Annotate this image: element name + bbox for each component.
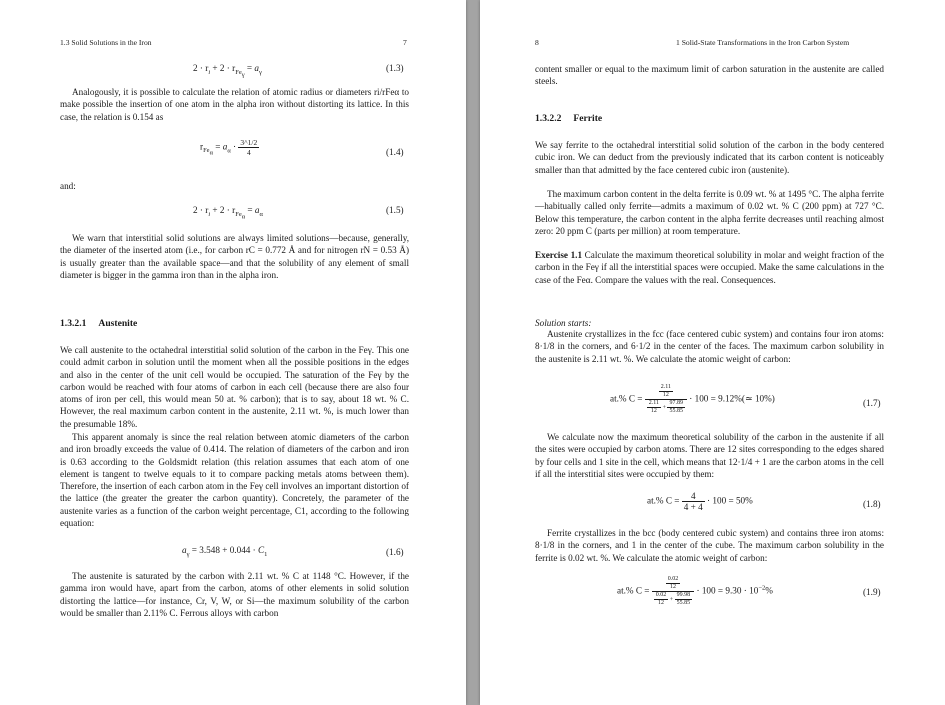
paragraph-warning: We warn that interstitial solid solutions are always limited solutions—because, generally, the diameter of the inserted atom (i.e., for carbon rC = 0.772 Å and for nitrogen rN = 0.53 Å) is usually greater than the available space—and that the solubility of any element of small diameter is bigger in the gamma iron than in the alpha iron. [60,233,409,280]
equation-number-1-8: (1.8) [863,499,881,509]
solution-label: Solution starts: [535,318,592,328]
equation-1-8-denominator: 4 + 4 [683,502,703,512]
equation-number-1-4: (1.4) [386,147,404,157]
section-heading-austenite [60,318,137,329]
equation-1-4: $r_{Fe_\alpha} = a_\alpha$ · $\frac{3\^{}1/2}{4}$ [200,138,258,157]
equation-number-1-3: (1.3) [386,63,404,73]
equation-1-7: at.% C = $\frac{2.11}{12}$ $\frac{2.11}{12}$ + $\frac{97.89}{55.85}$ · 100 = 9.12%(≃ 10%) [610,384,775,414]
carbon-mass: 12 [669,584,676,590]
equation-1-7-result: · 100 = 9.12%(≃ 10%) [689,393,775,404]
exercise-1-1 [535,249,884,286]
section-number: 1.3.2.2 [535,113,562,124]
paragraph-austenite-1: We call austenite to the octahedral interstitial solid solution of the carbon in the Feγ. This one could admit carbon in solution until the moment when all the possible positions in the edges and also in the center of the unit cell would be occupied. The saturation of the Feγ by the carbon would be reached with four atoms of carbon in each cell (because there are also four atoms of iron per cell, this would mean 50 at. % carbon); that is to say, about 18 wt. % C. However, the real maximum carbon content in the austenite, 2.11 wt. %, is much lower than the presumable 18%. [60,345,409,429]
equation-1-5: $2 \cdot r_i + 2 \cdot r_{Fe_\alpha} = a_\alpha$ [193,205,263,221]
section-title: Austenite [98,318,138,329]
section-number: 1.3.2.1 [60,318,87,329]
page-number-left: 7 [403,38,407,47]
carbon-weight: 0.02 [667,576,679,582]
paragraph-continued: content smaller or equal to the maximum limit of carbon saturation in the austenite are called steels. [535,64,884,87]
equation-1-9-unit: % [765,585,773,596]
equation-number-1-5: (1.5) [386,205,404,215]
carbon-mass-denominator: 12 [650,408,657,414]
equation-number-1-6: (1.6) [386,547,404,557]
section-title: Ferrite [573,113,603,124]
carbon-weight-denominator: 2.11 [648,400,660,406]
page-number-right: 8 [535,38,539,47]
equation-1-6-coefficient: 0.044 [229,545,251,555]
equation-1-9-exponent: −2 [758,584,766,592]
running-header-left: 1.3 Solid Solutions in the Iron [60,38,152,47]
iron-weight: 99.98 [676,592,691,598]
and-label: and: [60,181,76,191]
section-heading-ferrite [535,113,602,124]
equation-1-6: $a_\gamma = 3.548 + 0.044 \cdot C_1$ [182,545,268,558]
paragraph-ferrite-2: The maximum carbon content in the delta ferrite is 0.09 wt. % at 1495 °C. The alpha ferrite—habitually called only ferrite—admits a maximum of 0.02 wt. % C (200 ppm) at 727 °C. Below this temperature, the carbon content in the alpha ferrite decreases until reaching almost zero: 20 ppm C (parts per million) at room temperature. [535,189,884,236]
equation-1-6-constant: 3.548 [199,545,220,555]
equation-number-1-7: (1.7) [863,398,881,408]
equation-number-1-9: (1.9) [863,587,881,597]
carbon-mass-denominator: 12 [658,600,665,606]
iron-mass: 55.85 [676,600,691,606]
iron-mass: 55.85 [669,408,683,414]
equation-1-9: at.% C = $\frac{0.02}{12}$ $\frac{0.02}{12}$ + $\frac{99.98}{55.85}$ · $100 = 9.30 \cdot 10^{-2}\%$ [617,576,773,606]
running-header-right: 1 Solid-State Transformations in the Iron Carbon System [676,38,850,47]
equation-1-8-numerator: 4 [682,491,705,502]
equation-1-9-lhs: at.% C = [617,585,650,596]
equation-1-3: $2 \cdot r_i + 2 \cdot r_{Fe_\gamma} = a_\gamma$ [193,63,262,79]
equation-1-4-denominator: 4 [246,148,251,157]
paragraph-ferrite-1: We say ferrite to the octahedral interstitial solid solution of the carbon in the body centered cubic iron. We can deduct from the previously indicated that its carbon content is noticeably smaller than that admitted by the face centered cubic iron (austenite). [535,140,884,175]
carbon-weight: 2.11 [660,384,671,390]
equation-1-9-result: · 100 = 9.30 · 10 [696,585,759,596]
carbon-weight-denominator: 0.02 [655,592,667,598]
right-page [480,0,945,705]
exercise-label: Exercise 1.1 [535,250,583,260]
left-page [0,0,466,705]
iron-weight: 97.89 [669,400,683,406]
equation-1-8 [647,491,753,512]
paragraph-analogously: Analogously, it is possible to calculate the relation of atomic radius or diameters ri/rFeα to make possible the insertion of one atom in the alpha iron without distorting its lattice. In this case, the relation is 0.154 as [60,87,409,122]
equation-1-8-lhs: at.% C = [647,495,680,506]
equation-1-8-result: · 100 = 50% [707,495,753,506]
equation-1-7-lhs: at.% C = [610,393,643,404]
paragraph-saturated: The austenite is saturated by the carbon with 2.11 wt. % C at 1148 °C. However, if the gamma iron would have, apart from the carbon, atoms of other elements in solid solution distorting the lattice—for instance, Cr, V, W, or Si—the maximum solubility of the carbon would be smaller than 2.11% C. Ferrous alloys with carbon [60,571,409,618]
exercise-text: Calculate the maximum theoretical solubility in molar and weight fraction of the carbon in the Feγ if all the interstitial spaces were occupied. Make the same calculations in the case of the Feα. Compare the values with the real. Consequences. [535,250,885,285]
carbon-mass: 12 [662,392,669,398]
paragraph-austenite-2: This apparent anomaly is since the real relation between atomic diameters of the carbon and iron broadly exceeds the value of 0.414. The relation of diameters of the carbon and iron is 0.63 according to the Goldsmidt relation (this relation assumes that each atom of one element is tangent to twelve equals to it to compare packing metals atoms between them). Therefore, the insertion of each carbon atom in the Feγ cell involves an important distortion of the lattice (the greater the greater the carbon quantity). Concretely, the parameter of the austenite varies as a function of the carbon weight percentage, C1, according to the following equation: [60,432,409,529]
equation-1-4-numerator: 3^1/2 [240,138,258,147]
paragraph-bcc: Ferrite crystallizes in the bcc (body centered cubic system) and contains three iron atoms: 8·1/8 in the corners, and 1 in the center of the cube. The maximum carbon solubility in the ferrite is 0.02 wt. %. We calculate the atomic weight of carbon: [535,528,884,563]
paragraph-solution: Austenite crystallizes in the fcc (face centered cubic system) and contains four iron atoms: 8·1/8 in the corners, and 6·1/2 in the center of the faces. The maximum carbon solubility in the austenite is 2.11 wt. %. We calculate the atomic weight of carbon: [535,329,884,364]
paragraph-max-solubility: We calculate now the maximum theoretical solubility of the carbon in the austenite if all the sites were occupied by carbon atoms. There are 12 sites corresponding to the edges shared by four cells and 1 site in the cell, which means that 12·1/4 + 1 are the carbon atoms in the cell if all the interstitial sites were occupied by them: [535,432,884,479]
